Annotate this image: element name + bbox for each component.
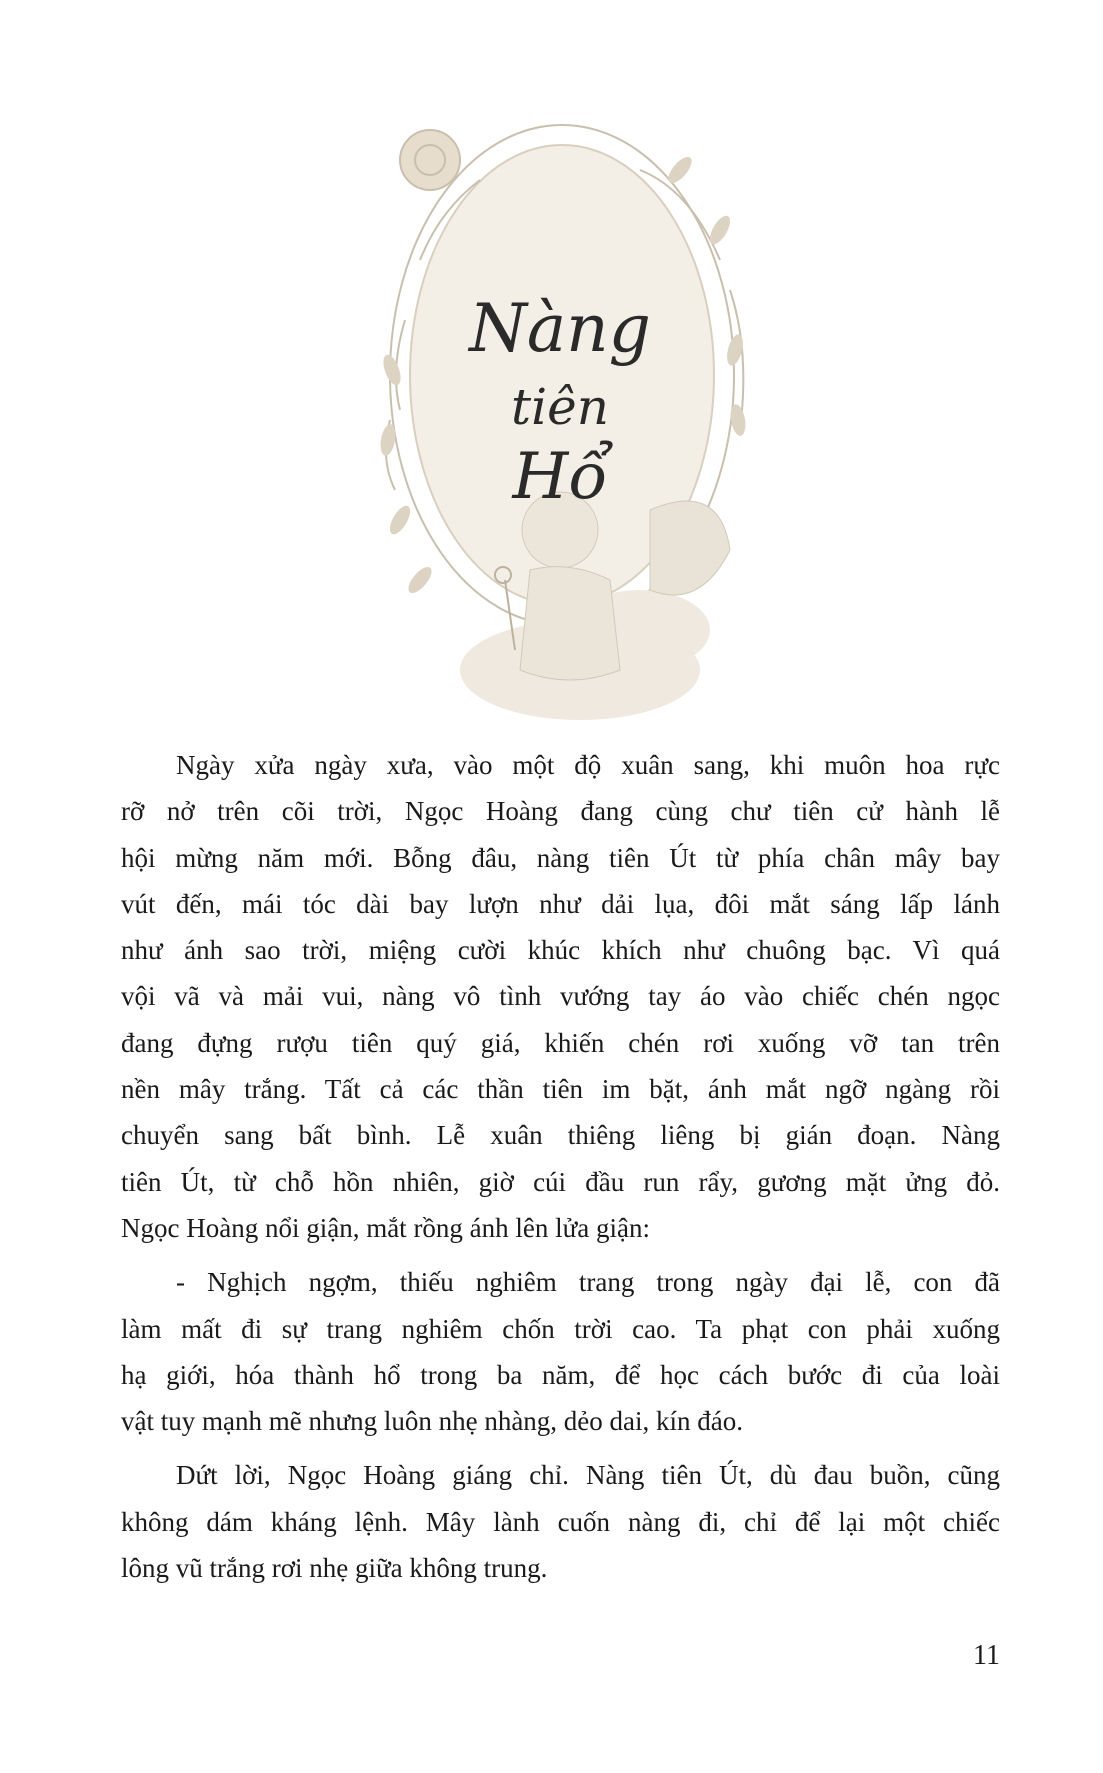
text-line: nền mây trắng. Tất cả các thần tiên im bặt, ánh mắt ngỡ ngàng rồi <box>121 1074 1000 1105</box>
text-line: tiên Út, từ chỗ hồn nhiên, giờ cúi đầu run rẩy, gương mặt ửng đỏ. <box>121 1166 1000 1197</box>
text-line: vội vã và mải vui, nàng vô tình vướng tay áo vào chiếc chén ngọc <box>121 981 1000 1012</box>
paragraph-1 <box>121 742 1000 1251</box>
story-title-line-1: Nàng <box>469 290 651 367</box>
rose-icon <box>400 130 460 190</box>
story-title-line-3: Hổ <box>512 440 608 514</box>
text-line: Ngọc Hoàng nổi giận, mắt rồng ánh lên lửa giận: <box>121 1212 651 1243</box>
page-number: 11 <box>973 1640 1000 1671</box>
text-line: hạ giới, hóa thành hổ trong ba năm, để học cách bước đi của loài <box>121 1359 1000 1390</box>
text-line: rỡ nở trên cõi trời, Ngọc Hoàng đang cùng chư tiên cử hành lễ <box>121 796 1000 827</box>
text-line: làm mất đi sự trang nghiêm chốn trời cao. Ta phạt con phải xuống <box>121 1313 1000 1344</box>
paragraph-3 <box>121 1452 1000 1591</box>
text-line: Dứt lời, Ngọc Hoàng giáng chỉ. Nàng tiên Út, dù đau buồn, cũng <box>176 1460 1000 1491</box>
paragraph-2 <box>121 1259 1000 1444</box>
text-line: như ánh sao trời, miệng cười khúc khích như chuông bạc. Vì quá <box>121 935 1000 966</box>
text-line: - Nghịch ngợm, thiếu nghiêm trang trong ngày đại lễ, con đã <box>176 1267 1000 1298</box>
text-line: vật tuy mạnh mẽ nhưng luôn nhẹ nhàng, dẻo dai, kín đáo. <box>121 1406 744 1437</box>
text-line: hội mừng năm mới. Bỗng đâu, nàng tiên Út từ phía chân mây bay <box>121 842 1000 873</box>
story-body <box>121 742 1000 1591</box>
story-title-line-2: tiên <box>511 378 609 436</box>
text-line: vút đến, mái tóc dài bay lượn như dải lụa, đôi mắt sáng lấp lánh <box>121 888 1000 919</box>
text-line: Ngày xửa ngày xưa, vào một độ xuân sang, khi muôn hoa rực <box>176 750 1000 780</box>
text-line: chuyển sang bất bình. Lễ xuân thiêng liêng bị gián đoạn. Nàng <box>121 1120 1000 1151</box>
text-line: không dám kháng lệnh. Mây lành cuốn nàng đi, chỉ để lại một chiếc <box>121 1506 1000 1537</box>
text-line: lông vũ trắng rơi nhẹ giữa không trung. <box>121 1553 548 1584</box>
text-line: đang đựng rượu tiên quý giá, khiến chén rơi xuống vỡ tan trên <box>121 1027 1000 1058</box>
